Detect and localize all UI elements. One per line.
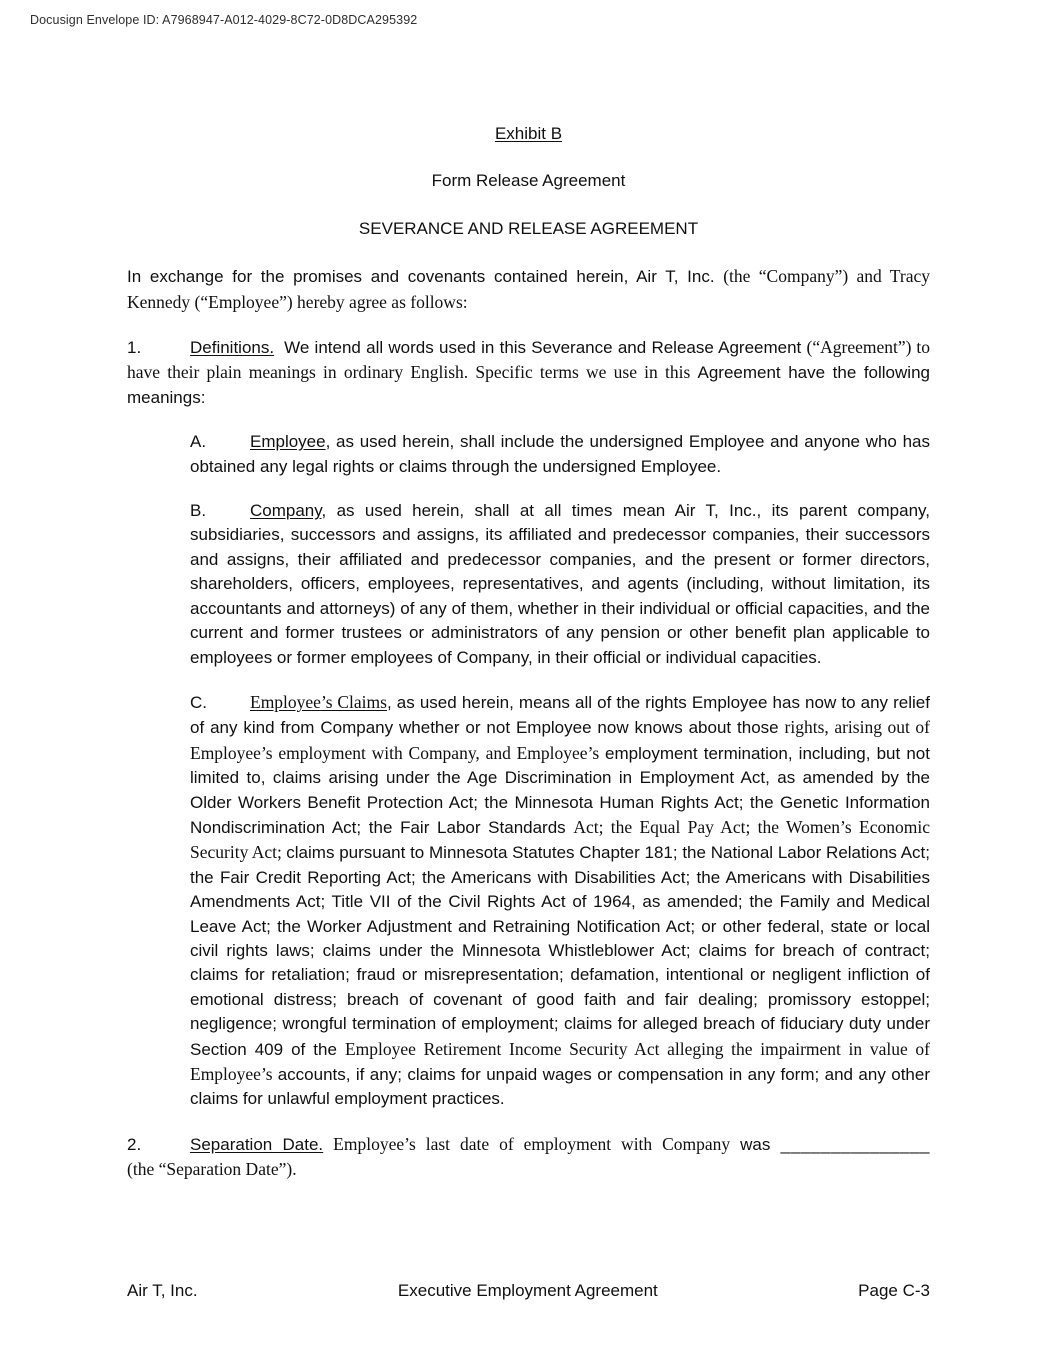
section-1-number: 1. — [127, 338, 142, 358]
section-1-text-c: Agreement have the following meanings: — [127, 363, 930, 407]
subsection-b-letter: B. — [190, 501, 207, 521]
subsection-a-letter: A. — [190, 432, 207, 452]
agreement-title: SEVERANCE AND RELEASE AGREEMENT — [358, 218, 699, 238]
section-1-definitions — [127, 335, 930, 410]
section-2-separation-date — [127, 1132, 930, 1183]
page-footer — [127, 1281, 930, 1301]
section-2-text-b: was — [740, 1134, 781, 1154]
section-2-text-a: Employee’s last date of employment with Company — [333, 1133, 741, 1154]
document-content — [127, 122, 930, 1203]
intro-paragraph — [127, 264, 930, 315]
subsection-b-label: Company — [250, 501, 322, 521]
subsection-c-text-c: employment termination, including, but not limited to, claims arising under the Age Discrimination in Employment Act, as amended by the Older Workers Benefit Protection Act; the Minnesota Human Rights Act; the Genetic Information Nondiscrimination Act; the Fair Labor Standards — [190, 743, 930, 837]
docusign-envelope-id: Docusign Envelope ID: A7968947-A012-4029-8C72-0D8DCA295392 — [30, 13, 418, 27]
subsection-b-text: , as used herein, shall at all times mean Air T, Inc., its parent company, subsidiaries, successors and assigns, its affiliated and predecessor companies, their successors and assigns, their affiliated and predecessor companies, and the present or former directors, shareholders, officers, employees, representatives, and agents (including, without limitation, its accountants and attorneys) of any of them, whether in their individual or official capacities, and the current and former trustees or administrators of any pension or other benefit plan applicable to employees or former employees of Company, in their official or individual capacities. — [190, 501, 930, 667]
subsection-a-employee — [190, 430, 930, 479]
form-release-title: Form Release Agreement — [431, 171, 626, 191]
section-1-label: Definitions. — [190, 338, 275, 358]
section-1-text-a: We intend all words used in this Severance and Release Agreement — [284, 338, 807, 358]
subsection-c-text-f: Employee Retirement Income Security Act alleging the impairment in value of Employee’s — [190, 1038, 930, 1084]
subsection-c-label: Employee’s Claims — [250, 691, 387, 712]
subsection-c-employees-claims — [190, 690, 930, 1112]
subsection-b-company — [190, 499, 930, 670]
section-2-text-c: (the “Separation Date”). — [127, 1159, 297, 1180]
intro-text: In exchange for the promises and covenants contained herein, Air T, Inc. — [127, 267, 724, 287]
subsection-c-text-d: Act; the Equal Pay Act; the Women’s Economic Security Act; — [190, 816, 930, 863]
section-2-label: Separation Date. — [190, 1134, 324, 1154]
footer-page-number: Page C-3 — [858, 1281, 930, 1300]
intro-text-serif: (the “Company”) and Tracy Kennedy (“Employee”) hereby agree as follows: — [127, 266, 930, 312]
subsection-a-label: Employee — [250, 432, 326, 452]
subsection-a-text: , as used herein, shall include the undersigned Employee and anyone who has obtained any legal rights or claims through the undersigned Employee. — [190, 432, 930, 476]
subsection-c-text-b: rights, arising out of Employee’s employment with Company, and Employee’s — [190, 717, 930, 763]
subsection-c-letter: C. — [190, 692, 207, 712]
section-2-number: 2. — [127, 1134, 142, 1154]
footer-document-title: Executive Employment Agreement — [397, 1281, 658, 1300]
exhibit-title: Exhibit B — [494, 124, 563, 143]
separation-date-blank: _______________ — [780, 1134, 930, 1154]
section-1-text-b: (“Agreement”) to have their plain meanings in ordinary English. Specific terms we use in this — [127, 337, 930, 383]
subsection-c-text-e: claims pursuant to Minnesota Statutes Chapter 181; the National Labor Relations Act; the Fair Credit Reporting Act; the Americans with Disabilities Act; the Americans with Disabilities Amendments Act; Title VII of the Civil Rights Act of 1964, as amended; the Family and Medical Leave Act; the Worker Adjustment and Retraining Notification Act; or other federal, state or local civil rights laws; claims under the Minnesota Whistleblower Act; claims for breach of contract; claims for retaliation; fraud or misrepresentation; defamation, intentional or negligent infliction of emotional distress; breach of covenant of good faith and fair dealing; promissory estoppel; negligence; wrongful termination of employment; claims for alleged breach of fiduciary duty under Section 409 of the — [190, 843, 931, 1059]
footer-company: Air T, Inc. — [127, 1281, 198, 1300]
subsection-c-text-g: accounts, if any; claims for unpaid wages or compensation in any form; and any other claims for unlawful employment practices. — [190, 1065, 930, 1109]
subsection-c-text-a: , as used herein, means all of the rights Employee has now to any relief of any kind from Company whether or not Employee now knows about those — [190, 692, 930, 738]
